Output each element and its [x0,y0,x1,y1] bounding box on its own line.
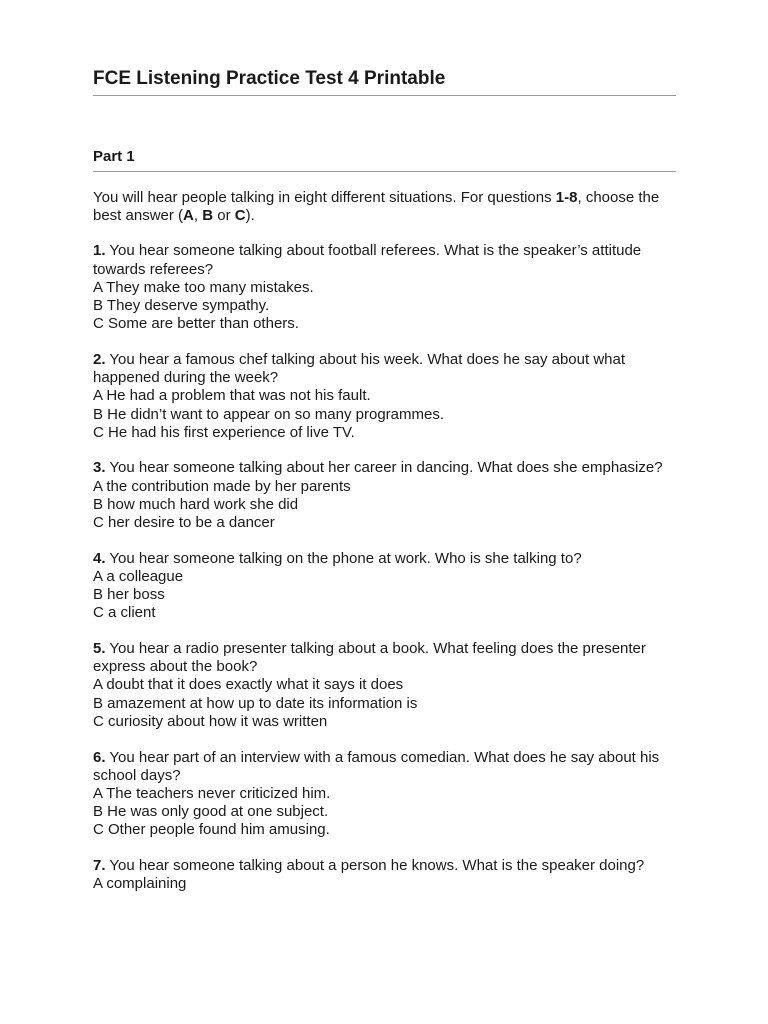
question-number: 2. [93,350,106,368]
answer-option: A a colleague [93,567,184,585]
instructions-separator-2: or [213,207,235,225]
answer-option: B her boss [93,586,165,604]
answer-option: B They deserve sympathy. [93,297,270,315]
question-number: 1. [93,242,106,260]
question-prompt [93,550,676,568]
instructions-text-2: , choose the best answer ( [93,189,660,225]
questions-section [93,189,676,911]
question-number: 4. [93,549,106,567]
question-number: 6. [93,748,106,766]
answer-option: B how much hard work she did [93,495,299,513]
answer-option: A doubt that it does exactly what it says it does [93,676,404,694]
answer-option: C a client [93,604,156,622]
question-number: 7. [93,857,106,875]
question-3 [93,459,676,532]
question-range: 1-8 [555,189,578,206]
question-prompt [93,351,676,387]
question-text: You hear someone talking about a person he knows. What is the speaker doing? [105,857,645,875]
answer-option: A They make too many mistakes. [93,278,314,296]
part-divider [93,171,676,172]
question-2 [93,351,676,442]
question-number: 5. [93,640,106,658]
question-text: You hear part of an interview with a famous comedian. What does he say about his school days? [93,748,660,784]
question-prompt [93,749,676,785]
answer-option: A He had a problem that was not his fault. [93,387,371,405]
option-letter-c: C [234,207,246,225]
instructions-text-3: ). [245,207,255,225]
answer-option: B He didn’t want to appear on so many programmes. [93,405,445,423]
part-heading: Part 1 [93,148,135,165]
answer-option: A the contribution made by her parents [93,477,351,495]
answer-option: C Other people found him amusing. [93,821,330,839]
question-5 [93,640,676,731]
question-1 [93,242,676,333]
question-4 [93,550,676,623]
question-number: 3. [93,459,106,477]
question-text: You hear someone talking about her career in dancing. What does she emphasize? [105,459,663,477]
question-6 [93,749,676,840]
option-letter-a: A [183,207,194,225]
question-text: You hear a radio presenter talking about a book. What feeling does the presenter express about the book? [93,640,646,676]
answer-option: B He was only good at one subject. [93,803,329,821]
instructions-text-1: You will hear people talking in eight different situations. For questions [93,189,556,206]
answer-option: C curiosity about how it was written [93,712,328,730]
question-text: You hear someone talking about football referees. What is the speaker’s attitude towards referees? [93,242,642,278]
answer-option: C Some are better than others. [93,315,299,333]
title-divider [93,95,676,96]
instructions-separator-1: , [193,207,203,225]
question-prompt [93,640,676,676]
answer-option: C He had his first experience of live TV. [93,423,355,441]
answer-option: A The teachers never criticized him. [93,784,331,802]
document-title: FCE Listening Practice Test 4 Printable [93,68,446,89]
question-prompt [93,242,676,278]
option-letter-b: B [202,207,214,225]
question-prompt [93,857,676,875]
instructions [93,189,676,225]
question-text: You hear a famous chef talking about his week. What does he say about what happened during the week? [93,350,626,387]
question-prompt [93,459,676,477]
answer-option: B amazement at how up to date its information is [93,694,418,712]
answer-option: C her desire to be a dancer [93,514,275,532]
answer-option: A complaining [93,875,187,893]
question-7 [93,857,676,893]
question-text: You hear someone talking on the phone at work. Who is she talking to? [105,549,582,567]
